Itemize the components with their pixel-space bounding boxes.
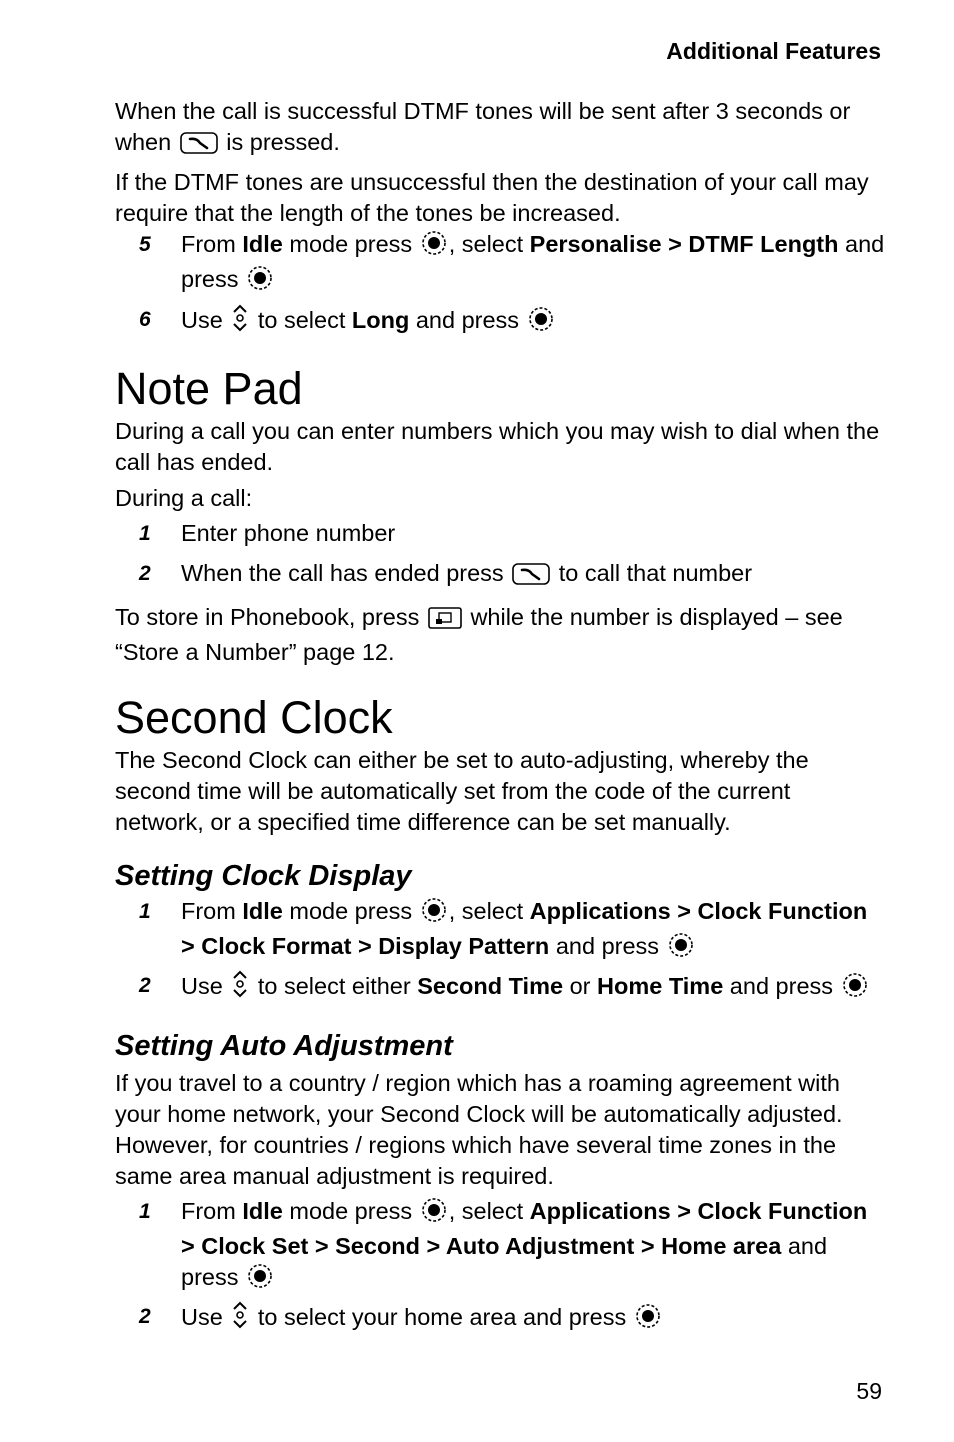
select-key-icon xyxy=(247,1263,273,1297)
navigate-key-icon xyxy=(231,1301,249,1337)
auto-adjustment-step-1: 1 From Idle mode press , select Applications > Clock Function > Clock Set > Second > Auto Adjustment > Home area and press xyxy=(115,1196,885,1297)
dtmf-paragraph-2: If the DTMF tones are unsuccessful then the destination of your call may require that the length of the tones be increased. xyxy=(115,169,869,226)
select-key-icon xyxy=(421,897,447,931)
step-5: 5 From Idle mode press , select Personalise > DTMF Length and press xyxy=(115,229,885,299)
clock-display-step-2: 2 Use to select either Second Time or Home Time and press xyxy=(115,970,885,1006)
note-pad-paragraph-3: To store in Phonebook, press while the number is displayed – see “Store a Number” page 12. xyxy=(115,604,843,665)
auto-adjustment-step-2: 2 Use to select your home area and press xyxy=(115,1301,885,1337)
note-pad-heading: Note Pad xyxy=(115,363,303,414)
select-key-icon xyxy=(668,932,694,966)
note-pad-step-1: 1 Enter phone number xyxy=(139,520,396,546)
dtmf-paragraph-1: When the call is successful DTMF tones will be sent after 3 seconds or when is pressed. xyxy=(115,96,885,162)
select-key-icon xyxy=(421,230,447,264)
setting-clock-display-heading: Setting Clock Display xyxy=(115,860,412,892)
second-clock-paragraph: The Second Clock can either be set to auto-adjusting, whereby the second time will be automatically set from the code of the current network, or a specified time difference can be set manually. xyxy=(115,747,809,835)
call-key-icon xyxy=(180,131,218,162)
select-key-icon xyxy=(842,972,868,1006)
softkey-icon xyxy=(428,606,462,637)
select-key-icon xyxy=(528,306,554,340)
page-content xyxy=(115,96,885,1337)
step-6: 6 Use to select Long and press xyxy=(115,304,885,340)
call-key-icon xyxy=(512,562,550,593)
select-key-icon xyxy=(635,1303,661,1337)
select-key-icon xyxy=(247,265,273,299)
auto-adjustment-paragraph: If you travel to a country / region which has a roaming agreement with your home network, your Second Clock will be automatically adjusted. However, for countries / regions which have several time zones in the same area manual adjustment is required. xyxy=(115,1070,843,1189)
navigate-key-icon xyxy=(231,304,249,340)
clock-display-step-1: 1 From Idle mode press , select Applications > Clock Function > Clock Format > Display Pattern and press xyxy=(115,896,885,966)
select-key-icon xyxy=(421,1197,447,1231)
note-pad-step-2: 2 When the call has ended press to call that number xyxy=(115,558,885,593)
navigate-key-icon xyxy=(231,970,249,1006)
setting-auto-adjustment-heading: Setting Auto Adjustment xyxy=(115,1030,453,1062)
note-pad-paragraph-1: During a call you can enter numbers which you may wish to dial when the call has ended. xyxy=(115,418,880,475)
page-number: 59 xyxy=(856,1378,882,1404)
note-pad-paragraph-2: During a call: xyxy=(115,485,253,511)
running-header: Additional Features xyxy=(666,38,881,64)
second-clock-heading: Second Clock xyxy=(115,692,393,743)
